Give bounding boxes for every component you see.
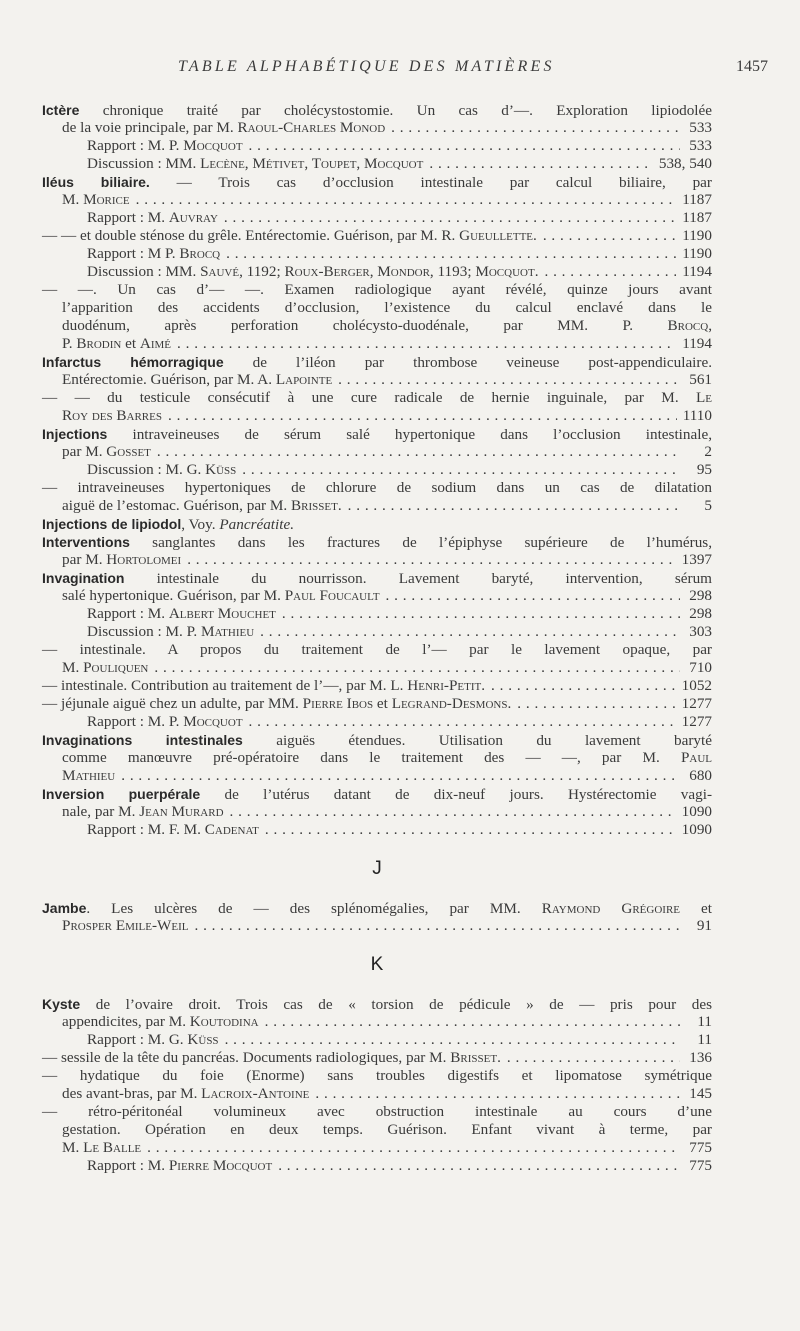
entry-fragment: — intestinale. A propos du traitement de l’— par le lavement opaque, par: [42, 641, 712, 658]
entry-fragment: aiguë de l’estomac. Guérison, par M.: [62, 497, 292, 514]
entry-text: [42, 731, 712, 750]
entry-fragment: ,: [708, 317, 712, 334]
entry-keyword: Jambe: [42, 900, 87, 916]
index-line: [42, 803, 712, 821]
entry-text: [42, 695, 511, 713]
entry-keyword: Invagination: [42, 570, 125, 586]
entry-fragment: intestinale du nourrisson. Lavement baryté, intervention, sérum: [124, 570, 712, 587]
author-name: Pouliquen: [83, 659, 149, 676]
index-line: [42, 1103, 712, 1121]
dot-leader: [249, 137, 680, 155]
author-name: Koutodina: [189, 1013, 259, 1030]
page-reference: 1277: [681, 695, 712, 712]
index-line: [42, 299, 712, 317]
index-line: [42, 497, 712, 515]
entry-keyword: Invaginations intestinales: [42, 732, 243, 748]
entry-text: [42, 425, 712, 444]
page-reference: 1194: [682, 263, 712, 280]
entry-text: [87, 263, 538, 281]
author-name: Prosper Emile-Weil: [62, 917, 189, 934]
index-line: [42, 335, 712, 353]
index-line: [42, 677, 712, 695]
entry-fragment: — hydatique du foie (Enorme) sans troubles digestifs et lipomatose symétrique: [42, 1067, 712, 1084]
dot-leader: [265, 1013, 680, 1031]
entry-fragment: M.: [62, 659, 84, 676]
entry-text: [62, 443, 151, 461]
page-reference: 298: [689, 587, 712, 604]
entry-fragment: salé hypertonique. Guérison, par M.: [62, 587, 285, 604]
entry-text: [62, 1121, 712, 1139]
index-line: [42, 1031, 712, 1049]
index-line: [42, 245, 712, 263]
dot-leader: [187, 551, 675, 569]
author-name: Brisset: [450, 1049, 498, 1066]
entry-text: [62, 119, 385, 137]
author-name: Küss: [187, 1031, 219, 1048]
entry-text: [42, 899, 712, 918]
index-line: [42, 623, 712, 641]
dot-leader: [282, 605, 680, 623]
author-name: Mathieu: [200, 623, 255, 640]
entry-fragment: Discussion : MM.: [87, 263, 201, 280]
entry-text: [62, 587, 380, 605]
entry-fragment: Rapport : M. P.: [87, 137, 184, 154]
author-name: Aimé: [139, 335, 172, 352]
entry-text: [62, 803, 224, 821]
entry-fragment: — — du testicule consécutif à une cure radicale de hernie inguinale, par M.: [42, 389, 696, 406]
index-line: [42, 995, 712, 1013]
index-line: [42, 353, 712, 371]
entry-fragment: . Les ulcères de — des splénomégalies, par MM.: [86, 900, 542, 917]
entry-text: [87, 1157, 272, 1175]
author-name: Mocquot: [183, 713, 243, 730]
dot-leader: [136, 191, 677, 209]
index-line: [42, 1013, 712, 1031]
entry-text: [87, 155, 423, 173]
dot-leader: [226, 245, 676, 263]
running-header: [0, 58, 800, 84]
entry-fragment: par M.: [62, 443, 107, 460]
entry-fragment: P.: [62, 335, 77, 352]
index-line: [42, 821, 712, 839]
entry-text: [42, 515, 294, 534]
page-reference: 1190: [682, 227, 712, 244]
page-reference: 136: [689, 1049, 712, 1066]
entry-text: [42, 641, 712, 659]
page-reference: 298: [689, 605, 712, 622]
entry-text: [42, 785, 712, 804]
entry-fragment: gestation. Opération en deux temps. Guérison. Enfant vivant à terme, par: [62, 1121, 712, 1138]
entry-keyword: Interventions: [42, 534, 130, 550]
dot-leader: [544, 263, 676, 281]
page-reference: 1110: [682, 407, 712, 424]
entry-keyword: Injections de lipiodol: [42, 516, 182, 532]
entry-fragment: , 1193;: [429, 263, 476, 280]
entry-text: [62, 749, 712, 767]
author-name: Pierre Ibos: [302, 695, 374, 712]
entry-text: [62, 191, 130, 209]
author-name: Lecène, Métivet, Toupet, Mocquot: [200, 155, 424, 172]
entry-fragment: intraveineuses de sérum salé hypertonique dans l’occlusion intestinale,: [107, 426, 712, 443]
index-line: [42, 461, 712, 479]
page-reference: 1277: [681, 713, 712, 730]
dot-leader: [265, 821, 676, 839]
entry-text: [62, 767, 115, 785]
entry-text: [62, 917, 188, 935]
page-reference: 95: [696, 461, 712, 478]
author-name: Auvray: [168, 209, 218, 226]
entry-text: [42, 533, 712, 552]
dot-leader: [260, 623, 680, 641]
page-reference: 1052: [681, 677, 712, 694]
index-line: [42, 641, 712, 659]
entry-text: [62, 1139, 141, 1157]
author-name: Albert Mouchet: [168, 605, 276, 622]
author-name: Paul: [680, 749, 712, 766]
entry-fragment: — —. Un cas d’— —. Examen radiologique ayant révélé, quinze jours avant: [42, 281, 712, 298]
author-name: Brisset: [291, 497, 338, 514]
page-reference: 11: [697, 1031, 712, 1048]
dot-leader: [177, 335, 676, 353]
entry-fragment: M.: [62, 191, 84, 208]
entry-text: [42, 479, 712, 497]
entry-fragment: — intestinale. Contribution au traitement de l’—, par M. L.: [42, 677, 408, 694]
author-name: Küss: [205, 461, 237, 478]
page-reference: 1090: [681, 803, 712, 820]
entry-fragment: chronique traité par cholécystostomie. Un cas d’—. Exploration lipiodolée: [79, 102, 712, 119]
index-line: [42, 191, 712, 209]
index-line: [42, 917, 712, 935]
entry-text: [42, 677, 485, 695]
dot-leader: [429, 155, 652, 173]
index-line: [42, 659, 712, 677]
entry-fragment: aiguës étendues. Utilisation du lavement baryté: [242, 732, 712, 749]
author-name: Cadenat: [204, 821, 259, 838]
entry-text: [62, 335, 171, 353]
entry-fragment: , Voy.: [181, 516, 220, 533]
author-name: Gosset: [106, 443, 151, 460]
entry-fragment: appendicites, par M.: [62, 1013, 190, 1030]
author-name: Sauvé: [200, 263, 240, 280]
author-name: Jean Murard: [139, 803, 224, 820]
entry-fragment: Rapport : M P.: [87, 245, 180, 262]
entry-fragment: .: [533, 227, 537, 244]
dot-leader: [168, 407, 677, 425]
index-line: [42, 749, 712, 767]
dot-leader: [249, 713, 676, 731]
entry-fragment: Discussion : M. G.: [87, 461, 206, 478]
entry-fragment: duodénum, après perforation cholécysto-duodénale, par MM. P.: [62, 317, 668, 334]
entry-text: [42, 569, 712, 588]
entry-fragment: .: [481, 677, 486, 694]
author-name: Brocq: [667, 317, 709, 334]
index-line: [42, 263, 712, 281]
page-reference: 303: [689, 623, 712, 640]
entry-fragment: et: [121, 335, 140, 352]
dot-leader: [194, 917, 680, 935]
index-line: [42, 899, 712, 917]
page-reference: 5: [704, 497, 712, 514]
entry-fragment: M.: [62, 1139, 84, 1156]
page-number: 1457: [736, 58, 768, 75]
author-name: Morice: [83, 191, 130, 208]
dot-leader: [348, 497, 680, 515]
dot-leader: [543, 227, 676, 245]
entry-fragment: comme manœuvre pré-opératoire dans le traitement des — —, par M.: [62, 749, 681, 766]
index-line: [42, 533, 712, 551]
entry-text: [62, 1085, 309, 1103]
entry-text: [62, 1013, 259, 1031]
index-line: [42, 785, 712, 803]
author-name: Mocquot: [183, 137, 243, 154]
entry-fragment: — Trois cas d’occlusion intestinale par calcul biliaire, par: [149, 174, 712, 191]
index-body: [42, 101, 712, 1175]
page-reference: 1194: [682, 335, 712, 352]
entry-text: [87, 209, 218, 227]
index-line: [42, 443, 712, 461]
index-line: [42, 155, 712, 173]
entry-text: [42, 173, 712, 192]
index-line: [42, 281, 712, 299]
dot-leader: [154, 659, 680, 677]
author-name: Brocq: [179, 245, 221, 262]
page-reference: 1187: [682, 191, 712, 208]
page-reference: 775: [689, 1139, 712, 1156]
entry-fragment: de l’iléon par thrombose veineuse post-appendiculaire.: [223, 354, 712, 371]
page-reference: 710: [689, 659, 712, 676]
dot-leader: [517, 695, 675, 713]
entry-keyword: Kyste: [42, 996, 81, 1012]
cross-reference: Pancréatite.: [219, 516, 295, 533]
entry-fragment: — intraveineuses hypertoniques de chlorure de sodium dans un cas de dilatation: [42, 479, 712, 496]
entry-fragment: Rapport : M.: [87, 209, 169, 226]
entry-fragment: Rapport : M.: [87, 1157, 169, 1174]
entry-text: [87, 821, 259, 839]
index-line: [42, 407, 712, 425]
entry-keyword: Ictère: [42, 102, 80, 118]
author-name: Roy des Barres: [62, 407, 162, 424]
entry-fragment: Entérectomie. Guérison, par M. A.: [62, 371, 276, 388]
entry-fragment: Rapport : M. F. M.: [87, 821, 205, 838]
entry-fragment: Rapport : M. G.: [87, 1031, 188, 1048]
dot-leader: [242, 461, 680, 479]
entry-text: [87, 605, 276, 623]
index-line: [42, 515, 712, 533]
author-name: Raymond Grégoire: [541, 900, 680, 917]
entry-text: [42, 281, 712, 299]
index-line: [42, 767, 712, 785]
entry-text: [87, 1031, 219, 1049]
index-line: [42, 101, 712, 119]
entry-fragment: .: [497, 1049, 501, 1066]
page-reference: 1090: [681, 821, 712, 838]
page-reference: 533: [689, 137, 712, 154]
entry-fragment: — sessile de la tête du pancréas. Documents radiologiques, par M.: [42, 1049, 451, 1066]
entry-text: [87, 245, 220, 263]
index-line: [42, 1067, 712, 1085]
page-reference: 533: [689, 119, 712, 136]
index-line: [42, 209, 712, 227]
entry-text: [62, 299, 712, 317]
entry-fragment: — rétro-péritonéal volumineux avec obstruction intestinale au cours d’une: [42, 1103, 712, 1120]
author-name: Hortolomei: [106, 551, 182, 568]
entry-keyword: Injections: [42, 426, 108, 442]
entry-fragment: .: [337, 497, 342, 514]
index-line: [42, 1121, 712, 1139]
entry-fragment: — — et double sténose du grêle. Entérectomie. Guérison, par M. R.: [42, 227, 460, 244]
entry-text: [62, 371, 332, 389]
index-line: [42, 173, 712, 191]
dot-leader: [225, 1031, 680, 1049]
author-name: Gueullette: [459, 227, 534, 244]
dot-leader: [121, 767, 680, 785]
dot-leader: [315, 1085, 680, 1103]
entry-fragment: et: [680, 900, 712, 917]
index-line: [42, 119, 712, 137]
index-line: [42, 731, 712, 749]
author-name: Legrand-Desmons: [391, 695, 508, 712]
entry-fragment: des avant-bras, par M.: [62, 1085, 202, 1102]
page-reference: 2: [704, 443, 712, 460]
entry-text: [62, 317, 712, 335]
entry-text: [87, 461, 236, 479]
entry-fragment: Discussion : M. P.: [87, 623, 201, 640]
entry-fragment: sanglantes dans les fractures de l’épiphyse supérieure de l’humérus,: [129, 534, 712, 551]
author-name: Henri-Petit: [407, 677, 482, 694]
index-line: [42, 389, 712, 407]
index-line: [42, 587, 712, 605]
dot-leader: [491, 677, 676, 695]
entry-fragment: et: [373, 695, 392, 712]
author-name: Brodin: [76, 335, 122, 352]
entry-text: [42, 227, 537, 245]
entry-fragment: .: [534, 263, 539, 280]
author-name: Le Balle: [83, 1139, 142, 1156]
dot-leader: [230, 803, 676, 821]
entry-fragment: , 1192;: [239, 263, 285, 280]
index-line: [42, 1157, 712, 1175]
entry-text: [42, 1103, 712, 1121]
entry-keyword: Infarctus hémorragique: [42, 354, 224, 370]
entry-text: [42, 995, 712, 1014]
running-title: TABLE ALPHABÉTIQUE DES MATIÈRES: [178, 58, 555, 75]
dot-leader: [386, 587, 680, 605]
entry-text: [42, 1049, 501, 1067]
dot-leader: [157, 443, 680, 461]
author-name: Le: [696, 389, 712, 406]
author-name: Roux-Berger, Mondor: [284, 263, 430, 280]
index-line: [42, 1049, 712, 1067]
page-reference: 561: [689, 371, 712, 388]
index-line: [42, 317, 712, 335]
page-reference: 145: [689, 1085, 712, 1102]
index-line: [42, 551, 712, 569]
dot-leader: [147, 1139, 680, 1157]
entry-text: [42, 389, 712, 407]
page-reference: 11: [697, 1013, 712, 1030]
entry-fragment: de l’ovaire droit. Trois cas de « torsion de pédicule » de — pris pour des: [80, 996, 712, 1013]
entry-text: [62, 497, 342, 515]
page-reference: 1187: [682, 209, 712, 226]
entry-fragment: Rapport : M.: [87, 605, 169, 622]
index-line: [42, 569, 712, 587]
index-line: [42, 1139, 712, 1157]
entry-fragment: Discussion : MM.: [87, 155, 201, 172]
entry-text: [62, 407, 162, 425]
entry-fragment: Rapport : M. P.: [87, 713, 184, 730]
entry-keyword: Iléus biliaire.: [42, 174, 150, 190]
index-line: [42, 371, 712, 389]
entry-fragment: de la voie principale, par M.: [62, 119, 238, 136]
entry-keyword: Inversion puerpérale: [42, 786, 201, 802]
entry-fragment: .: [507, 695, 512, 712]
index-line: [42, 227, 712, 245]
entry-fragment: de l’utérus datant de dix-neuf jours. Hystérectomie vagi-: [200, 786, 712, 803]
index-line: [42, 713, 712, 731]
page-reference: 680: [689, 767, 712, 784]
section-letter-k: K: [370, 954, 384, 975]
author-name: Lapointe: [275, 371, 333, 388]
entry-text: [42, 353, 712, 372]
author-name: Lacroix-Antoine: [201, 1085, 310, 1102]
index-line: [42, 695, 712, 713]
page-reference: 775: [689, 1157, 712, 1174]
index-line: [42, 425, 712, 443]
page-reference: 1190: [682, 245, 712, 262]
index-line: [42, 1085, 712, 1103]
index-line: [42, 137, 712, 155]
index-line: [42, 479, 712, 497]
dot-leader: [278, 1157, 680, 1175]
entry-fragment: — jéjunale aiguë chez un adulte, par MM.: [42, 695, 303, 712]
dot-leader: [507, 1049, 680, 1067]
entry-fragment: nale, par M.: [62, 803, 140, 820]
entry-text: [42, 1067, 712, 1085]
author-name: Mocquot: [475, 263, 535, 280]
author-name: Raoul-Charles Monod: [237, 119, 386, 136]
entry-text: [62, 659, 148, 677]
dot-leader: [338, 371, 680, 389]
author-name: Pierre Mocquot: [168, 1157, 273, 1174]
entry-text: [87, 137, 243, 155]
entry-fragment: par M.: [62, 551, 107, 568]
entry-text: [87, 713, 243, 731]
page-reference: 1397: [681, 551, 712, 568]
entry-text: [87, 623, 254, 641]
author-name: Paul Foucault: [284, 587, 380, 604]
dot-leader: [224, 209, 676, 227]
author-name: Mathieu: [62, 767, 116, 784]
page-reference: 538, 540: [658, 155, 712, 172]
entry-text: [62, 551, 181, 569]
section-letter-j: J: [372, 858, 382, 879]
page-reference: 91: [696, 917, 712, 934]
index-line: [42, 605, 712, 623]
entry-fragment: l’apparition des accidents d’occlusion, l’existence du calcul enclavé dans le: [62, 299, 712, 316]
dot-leader: [391, 119, 680, 137]
entry-text: [42, 101, 712, 120]
